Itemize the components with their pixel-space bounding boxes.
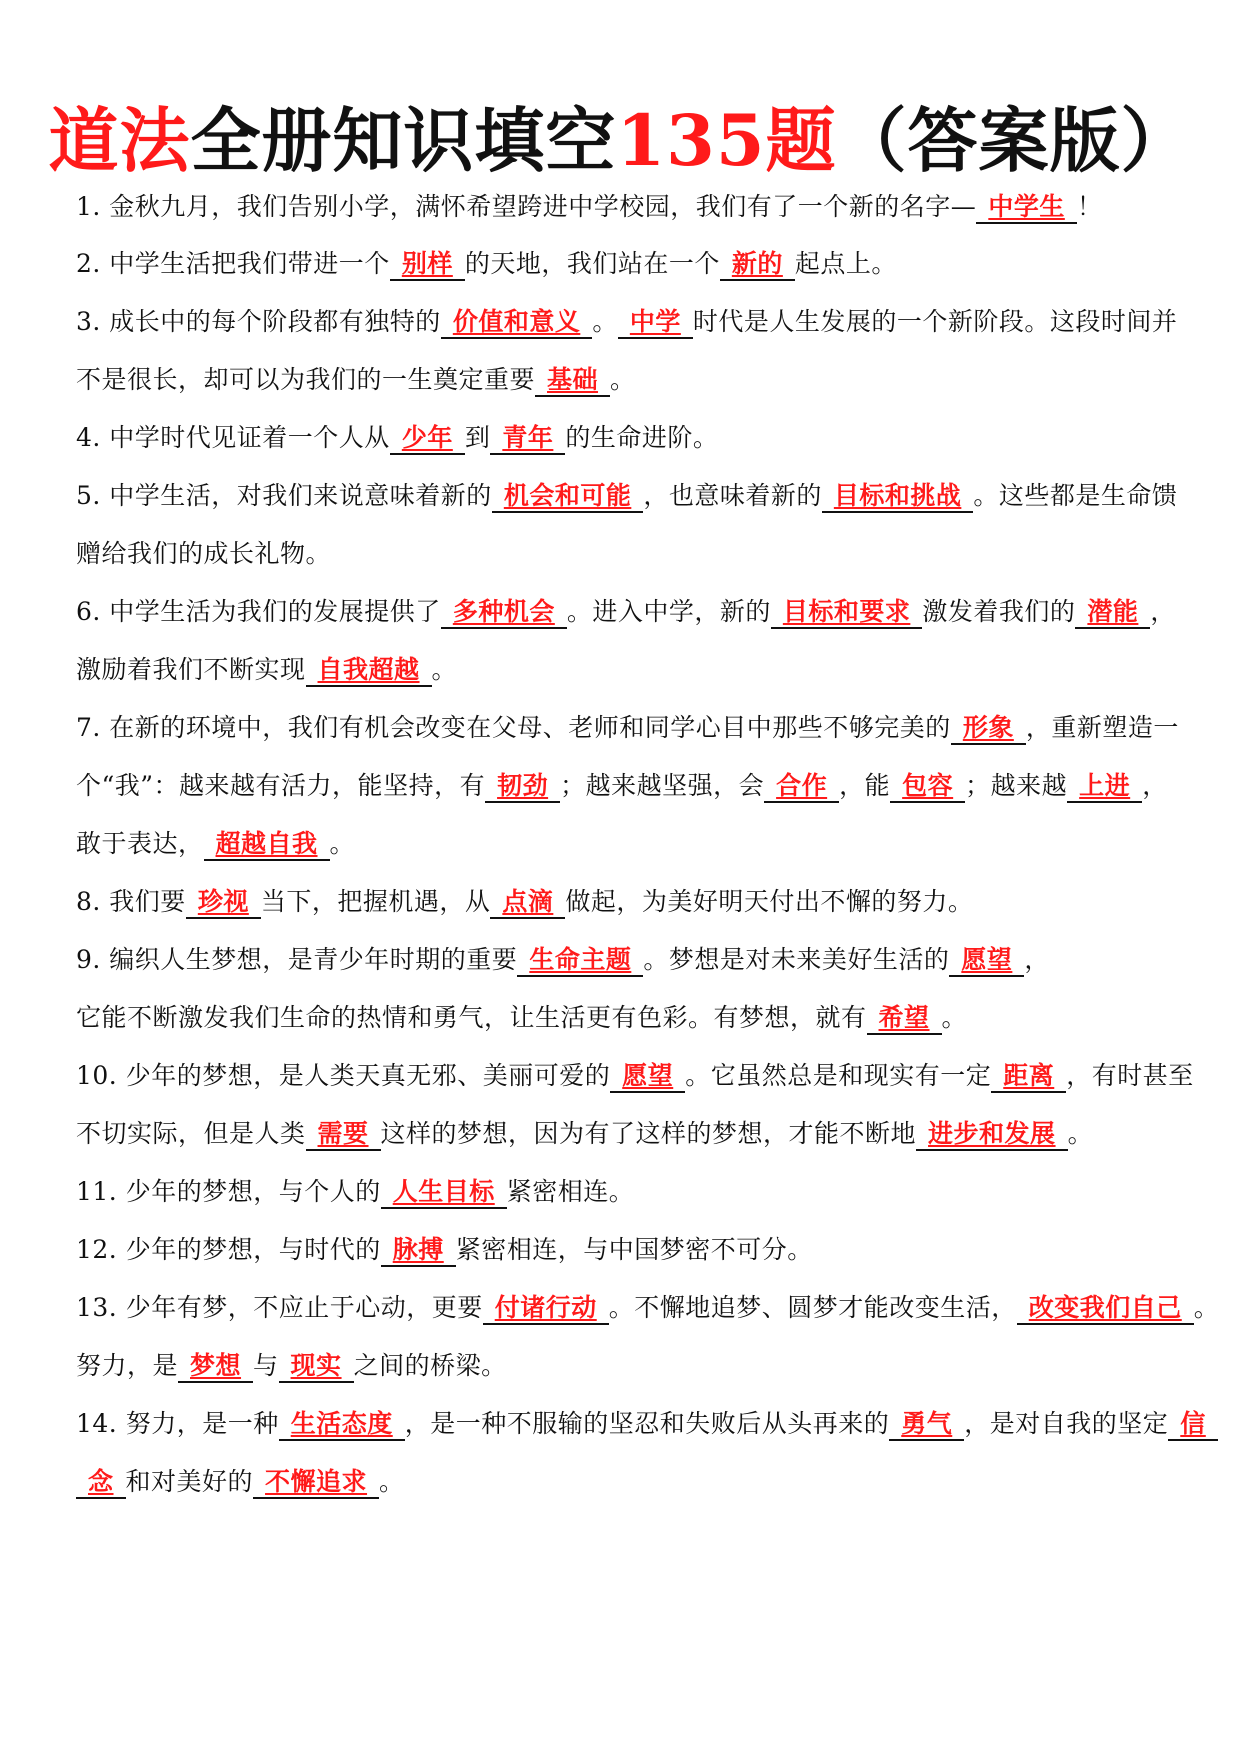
- answer-blank: 珍视: [186, 887, 261, 919]
- text-segment: 12. 少年的梦想，与时代的: [76, 1235, 381, 1264]
- text-segment: 激发着我们的: [922, 597, 1076, 626]
- text-segment: 的天地，我们站在一个: [464, 249, 720, 278]
- text-segment: 紧密相连。: [506, 1177, 635, 1206]
- answer-blank: 勇气: [889, 1409, 964, 1441]
- text-segment: ；越来越: [965, 771, 1068, 800]
- text-line: [76, 827, 1176, 861]
- text-line: [76, 1059, 1194, 1093]
- text-line: [76, 479, 1176, 513]
- page-title: [0, 96, 1240, 186]
- text-line: [76, 190, 1176, 224]
- text-segment: 做起，为美好明天付出不懈的努力。: [565, 887, 974, 916]
- text-segment: 不切实际，但是人类: [76, 1119, 306, 1148]
- text-segment: 。: [431, 655, 458, 684]
- text-segment: 与: [253, 1351, 279, 1380]
- answer-blank: 愿望: [949, 945, 1024, 977]
- text-segment: ；越来越坚强，会: [560, 771, 765, 800]
- title-part-4: （答案版）: [836, 99, 1192, 182]
- text-segment: 努力，是: [76, 1351, 179, 1380]
- text-segment: 的生命进阶。: [565, 423, 719, 452]
- text-segment: 敢于表达，: [76, 829, 204, 858]
- text-segment: ，也意味着新的: [643, 481, 822, 510]
- text-line: [76, 711, 1179, 745]
- text-segment: ，是一种不服输的坚忍和失败后从头再来的: [404, 1409, 890, 1438]
- text-segment: 3. 成长中的每个阶段都有独特的: [76, 307, 441, 336]
- answer-blank: 新的: [720, 249, 795, 281]
- answer-blank: 念: [76, 1467, 126, 1499]
- answer-blank: 韧劲: [485, 771, 560, 803]
- text-segment: ，重新塑造一: [1025, 713, 1179, 742]
- text-segment: ，是对自我的坚定: [964, 1409, 1169, 1438]
- answer-blank: 现实: [279, 1351, 354, 1383]
- text-line: [76, 1349, 1176, 1383]
- answer-blank: 青年: [490, 423, 565, 455]
- text-segment: 8. 我们要: [76, 887, 186, 916]
- answer-blank: 希望: [867, 1003, 942, 1035]
- text-line: [76, 1291, 1220, 1325]
- answer-blank: 目标和要求: [771, 597, 923, 629]
- text-segment: 5. 中学生活，对我们来说意味着新的: [76, 481, 492, 510]
- text-segment: ，: [1142, 771, 1168, 800]
- answer-blank: 愿望: [610, 1061, 685, 1093]
- text-line: [76, 885, 1176, 919]
- text-segment: 13. 少年有梦，不应止于心动，更要: [76, 1293, 483, 1322]
- text-segment: 6. 中学生活为我们的发展提供了: [76, 597, 441, 626]
- text-segment: ，: [1150, 597, 1176, 626]
- answer-blank: 进步和发展: [916, 1119, 1068, 1151]
- answer-blank: 上进: [1067, 771, 1142, 803]
- title-part-3: 135题: [616, 99, 837, 182]
- answer-blank: 基础: [535, 365, 610, 397]
- text-segment: 4. 中学时代见证着一个人从: [76, 423, 390, 452]
- text-line: [76, 1407, 1206, 1441]
- answer-blank: 生活态度: [279, 1409, 405, 1441]
- text-segment: ，有时甚至: [1066, 1061, 1194, 1090]
- text-segment: 到: [464, 423, 491, 452]
- text-segment: 11. 少年的梦想，与个人的: [76, 1177, 381, 1206]
- text-segment: 时代是人生发展的一个新阶段。这段时间并: [692, 307, 1178, 336]
- text-segment: 。: [610, 365, 636, 394]
- text-line: [76, 595, 1176, 629]
- answer-blank: 超越自我: [204, 829, 330, 861]
- text-line: [76, 537, 1176, 571]
- answer-blank: 价值和意义: [441, 307, 593, 339]
- text-segment: 1. 金秋九月，我们告别小学，满怀希望跨进中学校园，我们有了一个新的名字—: [76, 192, 977, 221]
- text-line: [76, 653, 1176, 687]
- answer-blank: 目标和挑战: [822, 481, 974, 513]
- text-segment: 。这些都是生命馈: [973, 481, 1178, 510]
- answer-blank: 改变我们自己: [1017, 1293, 1194, 1325]
- answer-blank: 需要: [306, 1119, 381, 1151]
- answer-blank: 生命主题: [517, 945, 643, 977]
- text-segment: 它能不断激发我们生命的热情和勇气，让生活更有色彩。有梦想，就有: [76, 1003, 867, 1032]
- text-line: [76, 1001, 1176, 1035]
- text-segment: 。不懈地追梦、圆梦才能改变生活，: [608, 1293, 1017, 1322]
- text-line: [76, 1233, 1176, 1267]
- text-segment: 个“我”：越来越有活力，能坚持，有: [76, 771, 486, 800]
- answer-blank: 不懈追求: [253, 1467, 379, 1499]
- text-segment: 2. 中学生活把我们带进一个: [76, 249, 390, 278]
- text-line: [76, 1465, 1176, 1499]
- answer-blank: 脉搏: [381, 1235, 456, 1267]
- text-segment: 。进入中学，新的: [566, 597, 771, 626]
- text-segment: 起点上。: [794, 249, 897, 278]
- text-segment: 这样的梦想，因为有了这样的梦想，才能不断地: [380, 1119, 917, 1148]
- text-segment: 。梦想是对未来美好生活的: [643, 945, 950, 974]
- answer-blank: 中学生: [976, 192, 1077, 224]
- text-line: [76, 1175, 1176, 1209]
- text-segment: 。: [592, 307, 618, 336]
- text-segment: 之间的桥梁。: [353, 1351, 507, 1380]
- text-line: [76, 363, 1176, 397]
- text-segment: 。: [1067, 1119, 1094, 1148]
- answer-blank: 付诸行动: [483, 1293, 609, 1325]
- text-line: [76, 305, 1176, 339]
- answer-blank: 信: [1168, 1409, 1218, 1441]
- text-line: [76, 421, 1176, 455]
- text-line: [76, 1117, 1176, 1151]
- text-segment: 。它虽然总是和现实有一定: [685, 1061, 992, 1090]
- text-segment: 14. 努力，是一种: [76, 1409, 279, 1438]
- text-segment: 9. 编织人生梦想，是青少年时期的重要: [76, 945, 518, 974]
- answer-blank: 合作: [764, 771, 839, 803]
- text-segment: ！: [1076, 192, 1103, 221]
- text-segment: 。: [329, 829, 356, 858]
- text-segment: ，: [1024, 945, 1050, 974]
- title-part-1: 道法: [48, 99, 191, 182]
- answer-blank: 包容: [890, 771, 965, 803]
- answer-blank: 机会和可能: [492, 481, 644, 513]
- text-segment: 。: [941, 1003, 968, 1032]
- answer-blank: 中学: [618, 307, 693, 339]
- answer-blank: 形象: [951, 713, 1026, 745]
- title-part-2: 全册知识填空: [190, 99, 617, 182]
- text-segment: 10. 少年的梦想，是人类天真无邪、美丽可爱的: [76, 1061, 611, 1090]
- text-segment: 紧密相连，与中国梦密不可分。: [455, 1235, 813, 1264]
- answer-blank: 别样: [390, 249, 465, 281]
- answer-blank: 距离: [991, 1061, 1066, 1093]
- text-segment: 赠给我们的成长礼物。: [76, 539, 332, 568]
- text-line: [76, 247, 1176, 281]
- answer-blank: 多种机会: [441, 597, 567, 629]
- text-line: [76, 943, 1176, 977]
- answer-blank: 潜能: [1075, 597, 1150, 629]
- text-segment: 不是很长，却可以为我们的一生奠定重要: [76, 365, 536, 394]
- answer-blank: 点滴: [490, 887, 565, 919]
- answer-blank: 梦想: [178, 1351, 253, 1383]
- text-segment: 激励着我们不断实现: [76, 655, 306, 684]
- text-segment: 当下，把握机遇，从: [260, 887, 491, 916]
- text-segment: ，能: [839, 771, 891, 800]
- text-segment: 和对美好的: [125, 1467, 254, 1496]
- answer-blank: 少年: [390, 423, 465, 455]
- text-line: [76, 769, 1176, 803]
- answer-blank: 人生目标: [381, 1177, 507, 1209]
- answer-blank: 自我超越: [306, 655, 432, 687]
- text-segment: 7. 在新的环境中，我们有机会改变在父母、老师和同学心目中那些不够完美的: [76, 713, 951, 742]
- text-segment: 。: [1193, 1293, 1220, 1322]
- text-segment: 。: [379, 1467, 405, 1496]
